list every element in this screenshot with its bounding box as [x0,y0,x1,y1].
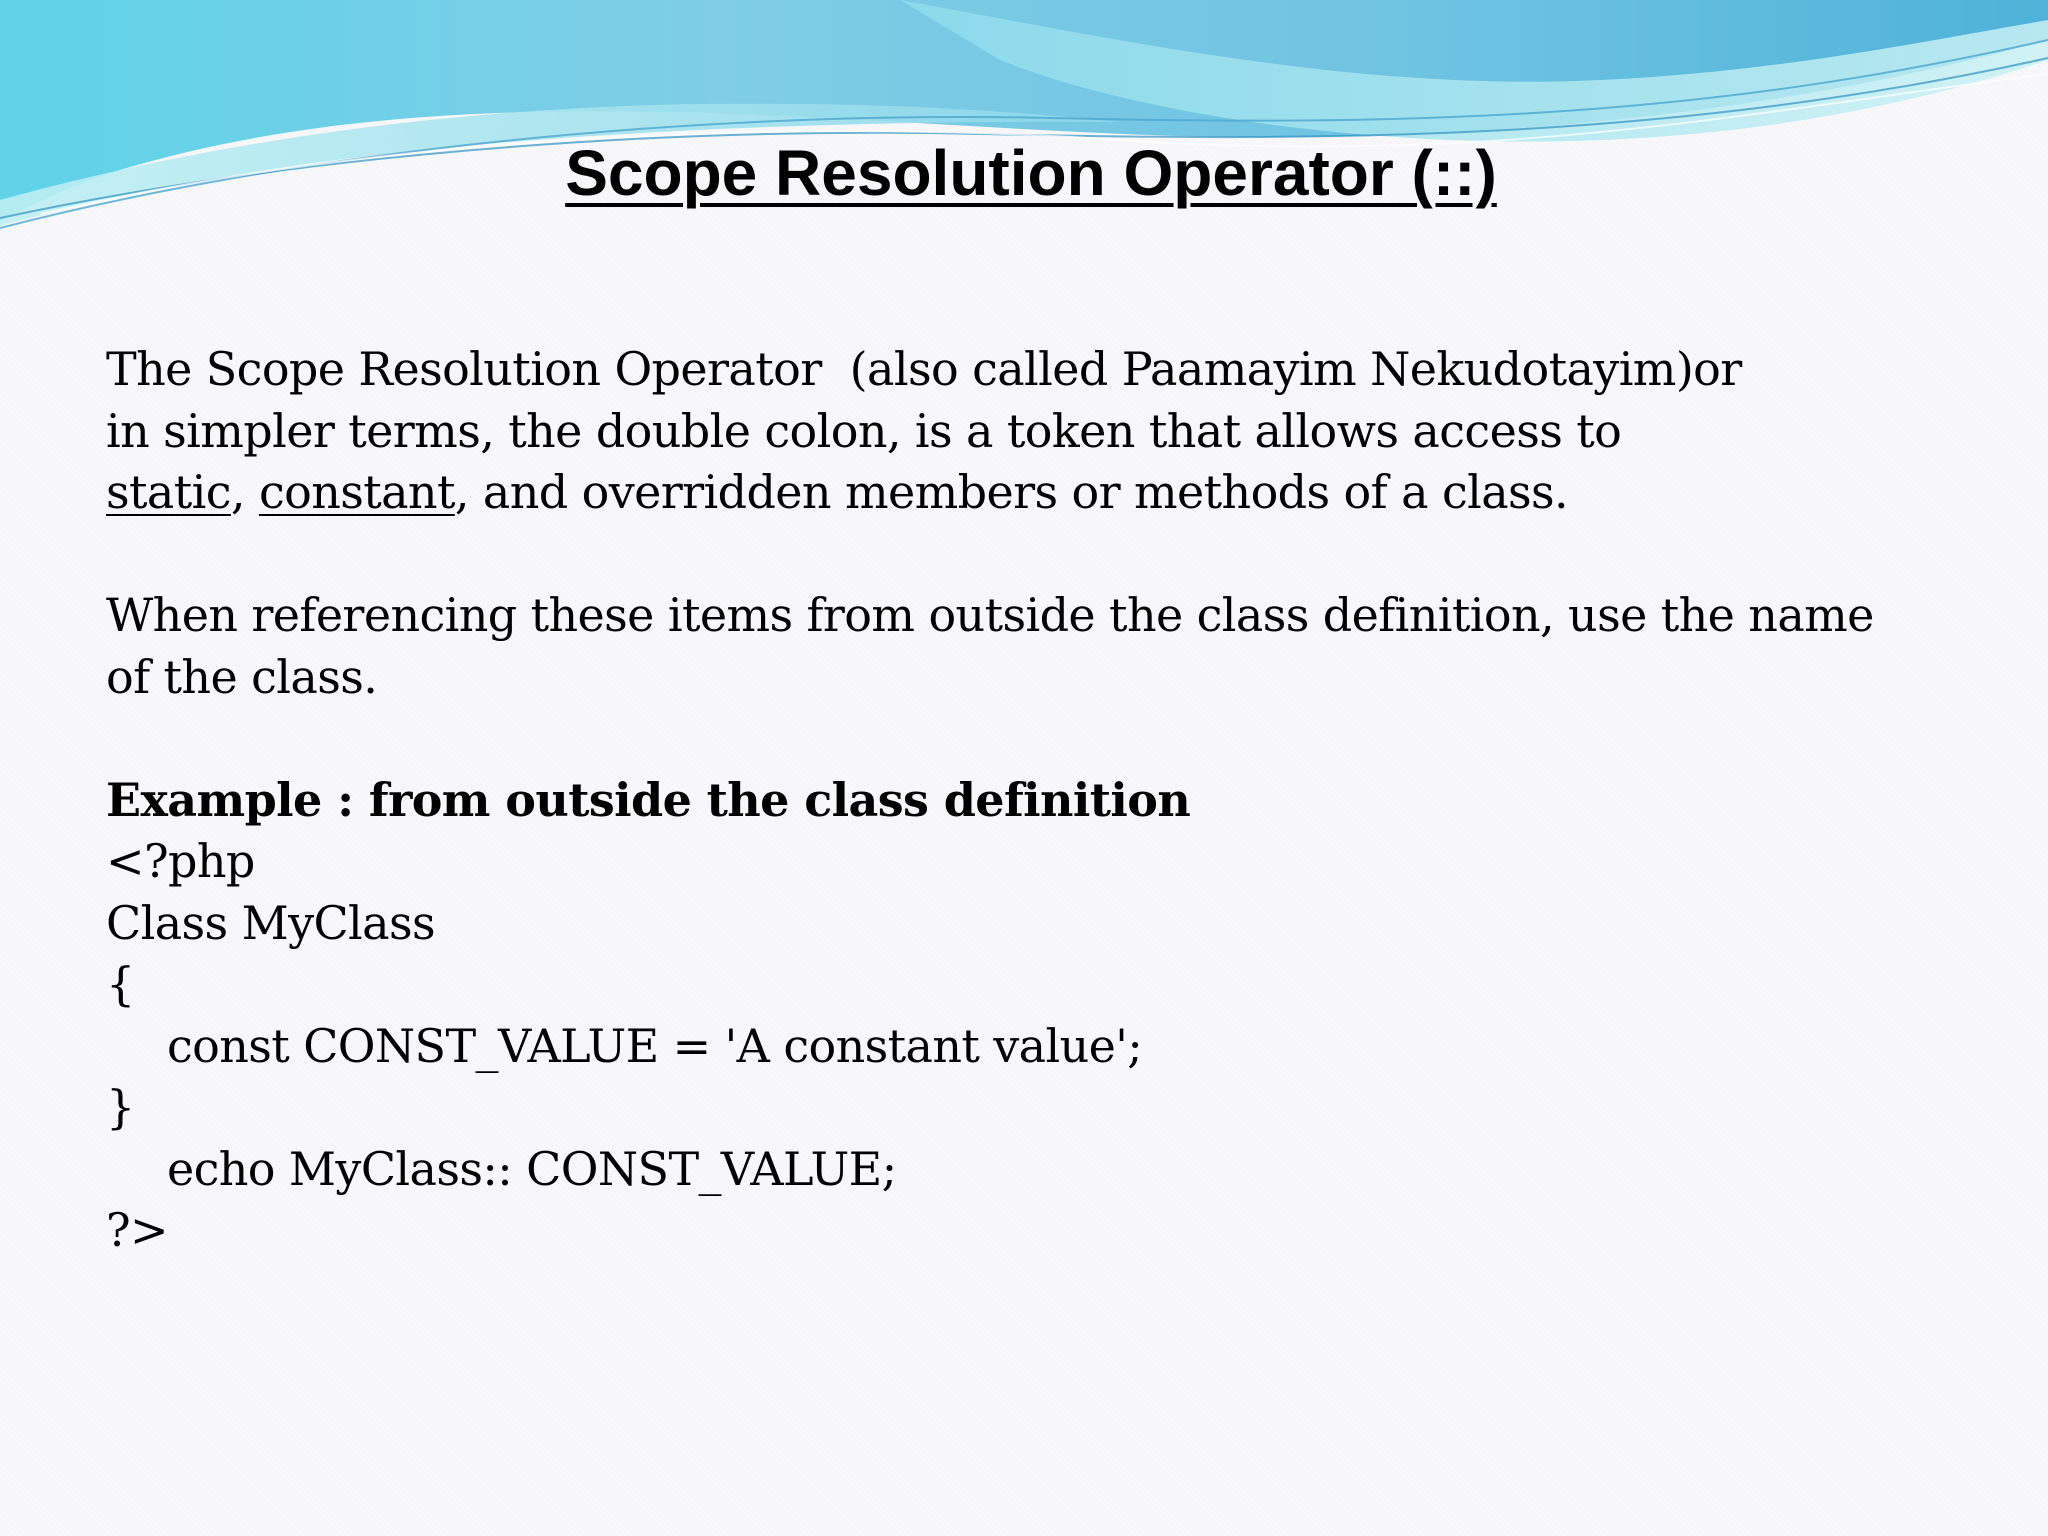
paragraph1-line3 [106,462,1986,524]
static-link[interactable]: static [106,465,231,519]
paragraph1-line3-rest: , and overridden members or methods of a class. [454,465,1569,519]
code-line: Class MyClass [106,895,436,950]
link-separator: , [230,465,259,519]
spacer [106,524,1986,586]
code-line: <?php [106,834,255,888]
slide-body [106,339,1986,1262]
example-heading: Example : from outside the class definition [106,772,1191,827]
paragraph1-line2: in simpler terms, the double colon, is a token that allows access to [106,403,1622,458]
slide-title-text: Scope Resolution Operator (::) [565,137,1497,209]
slide-title [0,128,2048,218]
paragraph1-line1: The Scope Resolution Operator (also called Paamayim Nekudotayim)or [106,342,1742,396]
spacer [106,708,1986,770]
paragraph2-line1: When referencing these items from outside the class definition, use the name [106,588,1874,642]
paragraph2-line2: of the class. [106,649,378,704]
constant-link[interactable]: constant [258,465,455,519]
code-line: } [106,1080,135,1134]
code-line: const CONST_VALUE = 'A constant value'; [167,1018,1143,1073]
code-line: ?> [106,1203,169,1257]
code-line: { [106,957,135,1011]
code-line: echo MyClass:: CONST_VALUE; [167,1141,897,1196]
